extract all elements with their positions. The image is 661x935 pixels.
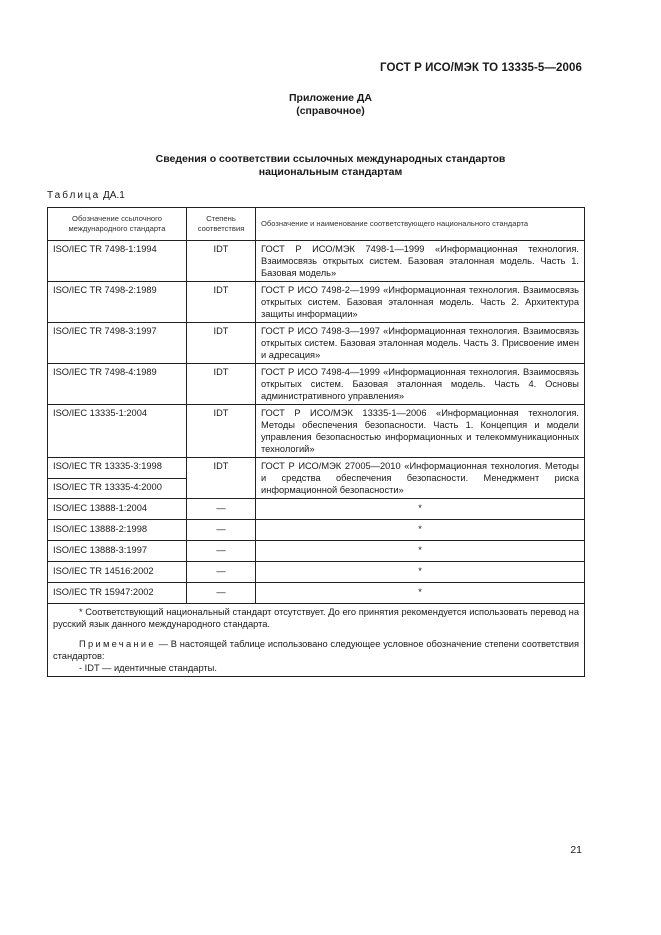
table-row bbox=[48, 364, 585, 405]
footnote-text: * Соответствующий национальный стандарт отсутствует. До его принятия рекомендуется использовать перевод на русский язык данного международного стандарта. bbox=[53, 607, 579, 629]
cell-national-standard: * bbox=[256, 520, 585, 541]
cell-reference: ISO/IEC TR 13335-4:2000 bbox=[48, 478, 187, 499]
cell-reference: ISO/IEC 13888-3:1997 bbox=[48, 541, 187, 562]
cell-reference: ISO/IEC 13888-1:2004 bbox=[48, 499, 187, 520]
cell-reference: ISO/IEC TR 7498-4:1989 bbox=[48, 364, 187, 405]
table-row bbox=[48, 499, 585, 520]
note-item: - IDT — идентичные стандарты. bbox=[79, 663, 217, 673]
cell-reference: ISO/IEC TR 14516:2002 bbox=[48, 562, 187, 583]
header-national-standard: Обозначение и наименование соответствующего национального стандарта bbox=[256, 208, 585, 241]
header-international-standard: Обозначение ссылочного международного стандарта bbox=[48, 208, 187, 241]
appendix-heading bbox=[0, 92, 661, 118]
section-title bbox=[0, 153, 661, 179]
table-row bbox=[48, 541, 585, 562]
cell-reference: ISO/IEC 13335-1:2004 bbox=[48, 405, 187, 458]
cell-degree: IDT bbox=[187, 282, 256, 323]
table-row bbox=[48, 323, 585, 364]
cell-national-standard: ГОСТ Р ИСО/МЭК 13335-1—2006 «Информационная технология. Методы обеспечения безопасности. Часть 1. Концепция и модели управления безопасностью информационных и телекоммуникационных технологий» bbox=[256, 405, 585, 458]
cell-degree: IDT bbox=[187, 405, 256, 458]
cell-degree: IDT bbox=[187, 458, 256, 499]
correspondence-table bbox=[47, 207, 585, 677]
cell-reference: ISO/IEC TR 15947:2002 bbox=[48, 583, 187, 604]
note-paragraph bbox=[53, 638, 579, 662]
table-footnote-cell bbox=[48, 604, 585, 677]
cell-national-standard: * bbox=[256, 583, 585, 604]
appendix-subtitle: (справочное) bbox=[296, 105, 365, 117]
cell-reference: ISO/IEC 13888-2:1998 bbox=[48, 520, 187, 541]
appendix-title: Приложение ДА bbox=[289, 92, 372, 104]
cell-national-standard: * bbox=[256, 562, 585, 583]
section-title-line-2: национальным стандартам bbox=[258, 166, 403, 178]
cell-national-standard: ГОСТ Р ИСО 7498-2—1999 «Информационная технология. Взаимосвязь открытых систем. Базовая эталонная модель. Часть 2. Архитектура защиты информации» bbox=[256, 282, 585, 323]
table-header-row bbox=[48, 208, 585, 241]
document-header-standard-id: ГОСТ Р ИСО/МЭК ТО 13335-5—2006 bbox=[380, 62, 582, 74]
table-footnote-row bbox=[48, 604, 585, 677]
table-row bbox=[48, 520, 585, 541]
cell-national-standard: ГОСТ Р ИСО 7498-3—1997 «Информационная технология. Взаимосвязь открытых систем. Базовая эталонная модель. Часть 3. Присвоение имен и адресация» bbox=[256, 323, 585, 364]
table-caption-word: Таблица bbox=[47, 190, 101, 201]
page-number: 21 bbox=[570, 844, 582, 856]
table-caption bbox=[47, 190, 125, 201]
cell-national-standard: ГОСТ Р ИСО 7498-4—1999 «Информационная технология. Взаимосвязь открытых систем. Базовая эталонная модель. Часть 4. Основы административного управления» bbox=[256, 364, 585, 405]
cell-reference: ISO/IEC TR 7498-3:1997 bbox=[48, 323, 187, 364]
cell-national-standard: ГОСТ Р ИСО/МЭК 7498-1—1999 «Информационная технология. Взаимосвязь открытых систем. Базовая эталонная модель. Часть 1. Базовая модель» bbox=[256, 241, 585, 282]
note-text: — В настоящей таблице использовано следующее условное обозначение степени соответствия стандартов: bbox=[53, 639, 579, 661]
cell-reference: ISO/IEC TR 13335-3:1998 bbox=[48, 458, 187, 479]
section-title-line-1: Сведения о соответствии ссылочных международных стандартов bbox=[155, 153, 506, 165]
table-row bbox=[48, 405, 585, 458]
cell-national-standard: * bbox=[256, 541, 585, 562]
table-row bbox=[48, 241, 585, 282]
cell-national-standard: ГОСТ Р ИСО/МЭК 27005—2010 «Информационная технология. Методы и средства обеспечения безопасности. Менеджмент риска информационной безопасности» bbox=[256, 458, 585, 499]
table-row bbox=[48, 282, 585, 323]
table-row bbox=[48, 583, 585, 604]
table-row-merged-first bbox=[48, 458, 585, 479]
table-caption-number: ДА.1 bbox=[103, 190, 125, 201]
cell-degree: IDT bbox=[187, 241, 256, 282]
note-label: Примечание bbox=[79, 639, 156, 649]
cell-degree: IDT bbox=[187, 323, 256, 364]
table-row bbox=[48, 562, 585, 583]
cell-degree: IDT bbox=[187, 364, 256, 405]
header-degree-of-conformity: Степень соответствия bbox=[187, 208, 256, 241]
cell-degree: — bbox=[187, 520, 256, 541]
cell-national-standard: * bbox=[256, 499, 585, 520]
cell-degree: — bbox=[187, 583, 256, 604]
cell-reference: ISO/IEC TR 7498-2:1989 bbox=[48, 282, 187, 323]
cell-degree: — bbox=[187, 499, 256, 520]
cell-degree: — bbox=[187, 541, 256, 562]
cell-degree: — bbox=[187, 562, 256, 583]
cell-reference: ISO/IEC TR 7498-1:1994 bbox=[48, 241, 187, 282]
